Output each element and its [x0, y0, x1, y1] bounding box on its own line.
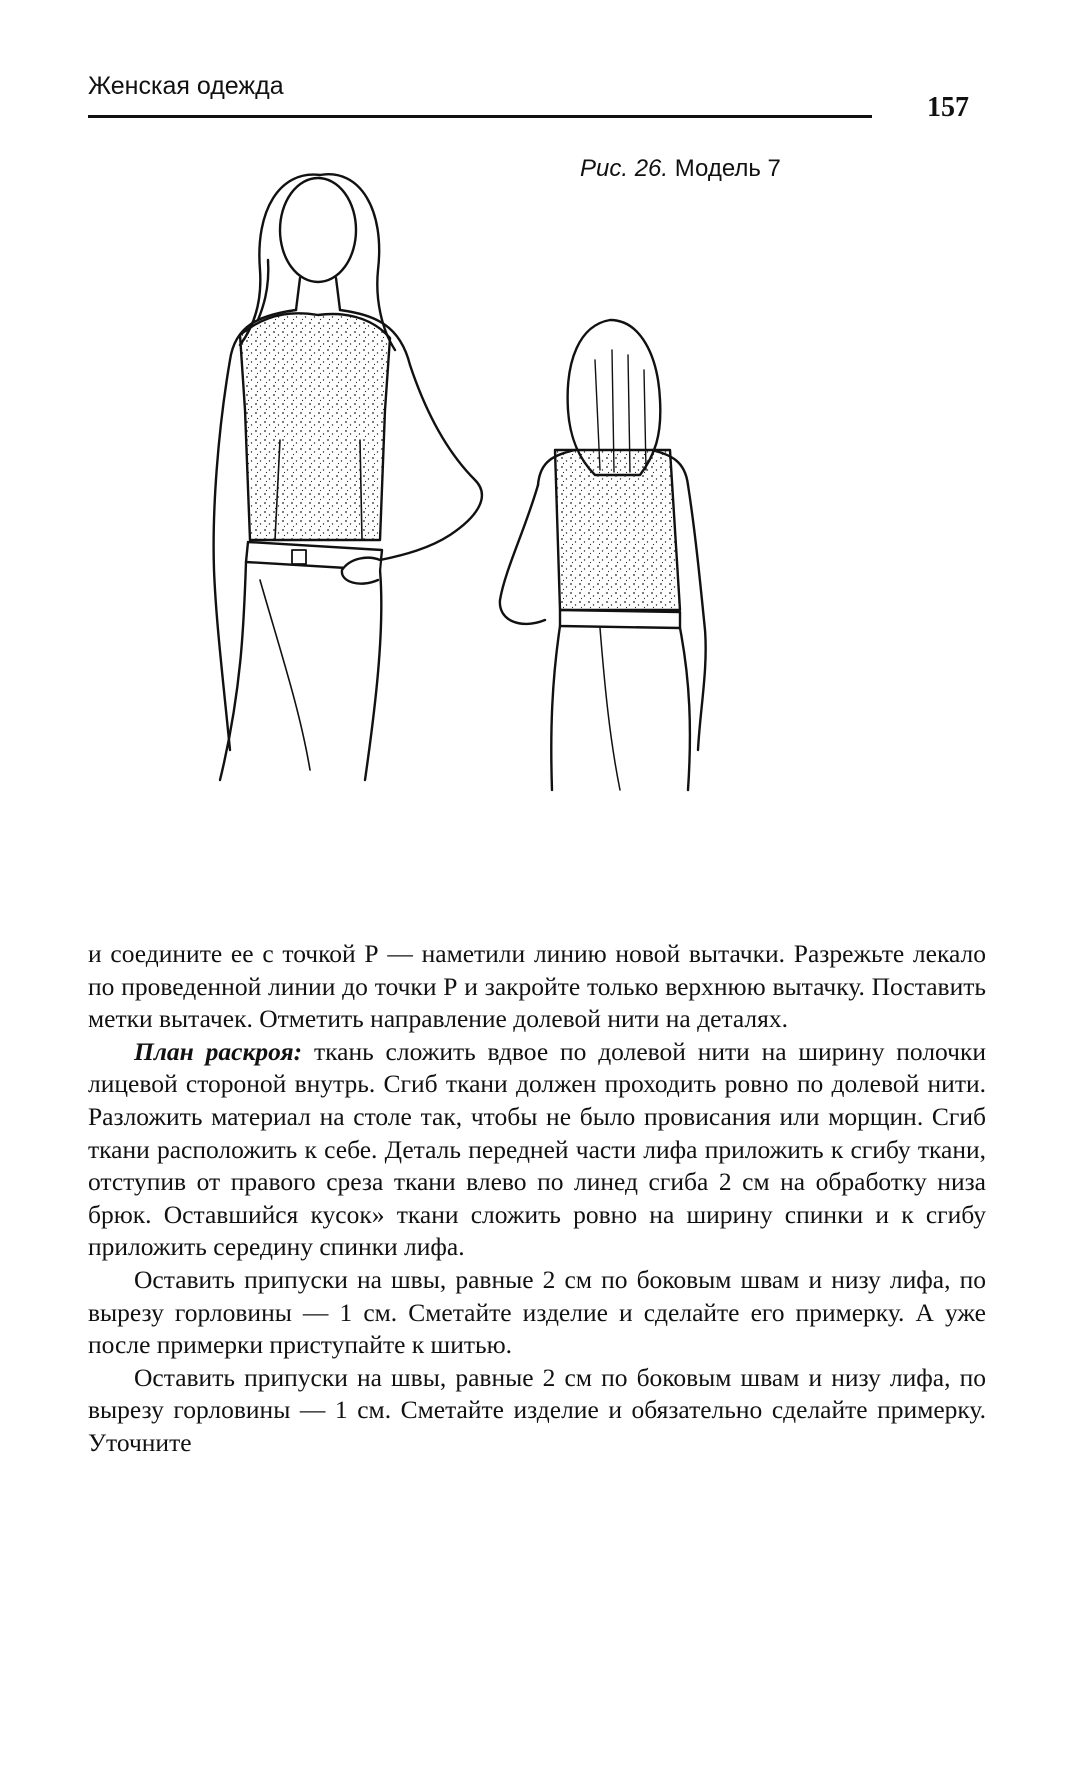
running-header: Женская одежда [88, 72, 284, 100]
paragraph-4: Оставить припуски на швы, равные 2 см по боковым швам и низу лифа, по вырезу горловины — 1 см. Сметайте изделие и обязательно сделайте примерку. Уточните [88, 1362, 986, 1457]
page-number: 157 [927, 92, 969, 123]
figure-title: Модель 7 [668, 155, 781, 182]
body-text [88, 938, 986, 1460]
paragraph-2-lead: План раскроя: [134, 1036, 303, 1066]
paragraph-2-text: ткань сложить вдвое по долевой нити на ширину полочки лицевой стороной внутрь. Сгиб ткани должен проходить ровно по долевой нити. Разложить материал на столе так, чтобы не было провисания или морщин. Сгиб ткани расположить к себе. Деталь передней части лифа приложить к сгибу ткани, отступив от правого среза ткани влево по линед сгиба 2 см на обработку низа брюк. Оставшийся кусок» ткани сложить ровно на ширину спинки и к сгибу приложить середину спинки лифа. [88, 1036, 986, 1262]
back-view-figure [500, 320, 706, 790]
front-view-figure [214, 174, 482, 780]
paragraph-1: и соедините ее с точкой Р — наметили линию новой вытачки. Разрежьте лекало по проведенной линии до точки Р и закройте только верхнюю вытачку. Поставить метки вытачек. Отметить направление долевой нити на деталях. [88, 939, 986, 1034]
paragraph-3: Оставить припуски на швы, равные 2 см по боковым швам и низу лифа, по вырезу горловины — 1 см. Сметайте изделие и сделайте его примерку. А уже после примерки приступайте к шитью. [88, 1264, 986, 1360]
paragraph-2 [88, 1036, 986, 1264]
header-rule [88, 115, 872, 118]
figure-label: Рис. 26. [580, 155, 669, 182]
fashion-illustration [200, 150, 780, 890]
